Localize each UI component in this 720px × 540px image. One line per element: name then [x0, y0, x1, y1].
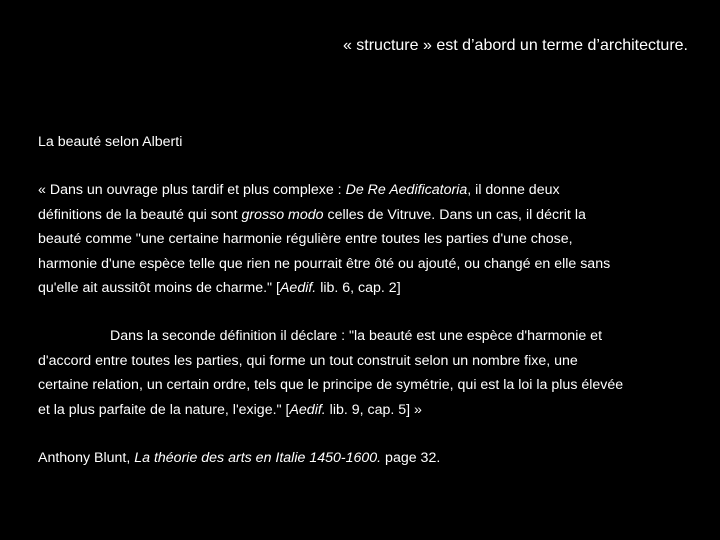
quote1-text: celles de Vitruve. Dans un cas, il décrit la [323, 206, 586, 223]
italic-phrase: grosso modo [241, 206, 324, 223]
quote2-line-4 [38, 398, 702, 422]
source-line [38, 446, 702, 470]
slide-body [38, 130, 702, 470]
quote-paragraph-1 [38, 178, 702, 300]
quote1-text: « Dans un ouvrage plus tardif et plus complexe : [38, 182, 346, 199]
quote1-line-1 [38, 178, 702, 202]
quote2-text: et la plus parfaite de la nature, l'exige." [ [38, 401, 290, 418]
quote1-line-3: beauté comme "une certaine harmonie régulière entre toutes les parties d'une chose, [38, 231, 573, 248]
quote1-line-2 [38, 203, 702, 227]
source-citation [38, 446, 702, 470]
quote2-line-2: d'accord entre toutes les parties, qui forme un tout construit selon un nombre fixe, une [38, 352, 578, 369]
quote2-text: lib. 9, cap. 5] » [325, 401, 422, 418]
quote-paragraph-2 [38, 324, 702, 422]
quote1-text: lib. 6, cap. 2] [316, 280, 401, 297]
quote1-text: , il donne deux [467, 182, 560, 199]
source-author: Anthony Blunt, [38, 450, 135, 467]
quote1-line-4: harmonie d'une espèce telle que rien ne pourrait être ôté ou ajouté, ou changé en elle sans [38, 255, 611, 272]
citation-italic: Aedif. [279, 280, 317, 297]
source-book-title: La théorie des arts en Italie 1450-1600. [134, 450, 382, 467]
quote1-text: qu'elle ait aussitôt moins de charme." [ [38, 280, 280, 297]
citation-italic: Aedif. [289, 401, 326, 418]
quote2-line-1: Dans la seconde définition il déclare : "la beauté est une espèce d'harmonie et [110, 328, 603, 345]
source-page: page 32. [381, 450, 441, 467]
book-title-italic: De Re Aedificatoria [345, 182, 468, 199]
slide-title: « structure » est d’abord un terme d’architecture. [342, 37, 688, 54]
quote1-line-5 [38, 276, 702, 300]
section-heading: La beauté selon Alberti [38, 134, 183, 150]
quote2-line-3: certaine relation, un certain ordre, tels que le principe de symétrie, qui est la loi la plus élevée [38, 377, 624, 394]
quote1-text: définitions de la beauté qui sont [38, 206, 242, 223]
